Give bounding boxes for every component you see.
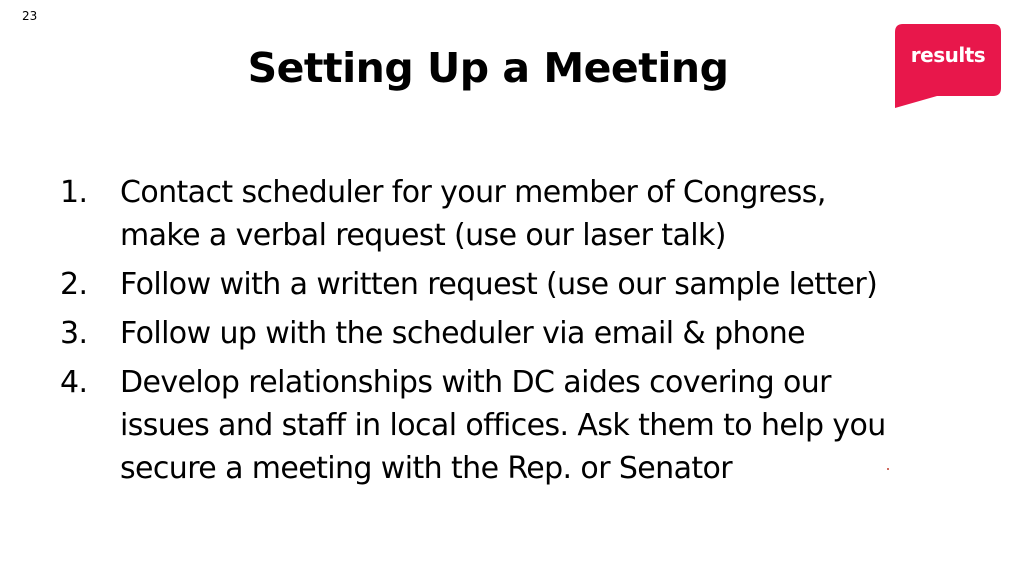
list-line: Develop relationships with DC aides covering our [120,365,831,400]
list-number: 4. [60,365,88,400]
list-line: Follow with a written request (use our sample letter) [120,267,878,302]
list-line: issues and staff in local offices. Ask them to help you [120,408,886,443]
slide-number: 23 [22,9,38,23]
list-number: 1. [60,175,88,210]
list-item [60,312,990,355]
list-text [120,361,990,490]
results-logo [895,24,1001,108]
slide-title: Setting Up a Meeting [247,44,729,92]
list-item [60,171,990,257]
stray-dot [887,468,889,470]
list-line: secure a meeting with the Rep. or Senator [120,451,733,486]
list-item [60,263,990,306]
list-text [120,263,990,306]
steps-list [60,171,990,496]
list-item [60,361,990,490]
list-line: Follow up with the scheduler via email & phone [120,316,805,351]
list-text [120,312,990,355]
list-line: Contact scheduler for your member of Congress, [120,175,826,210]
list-text [120,171,990,257]
logo-text: results [910,43,986,67]
list-line: make a verbal request (use our laser talk) [120,218,726,253]
list-number: 3. [60,316,88,351]
list-number: 2. [60,267,88,302]
